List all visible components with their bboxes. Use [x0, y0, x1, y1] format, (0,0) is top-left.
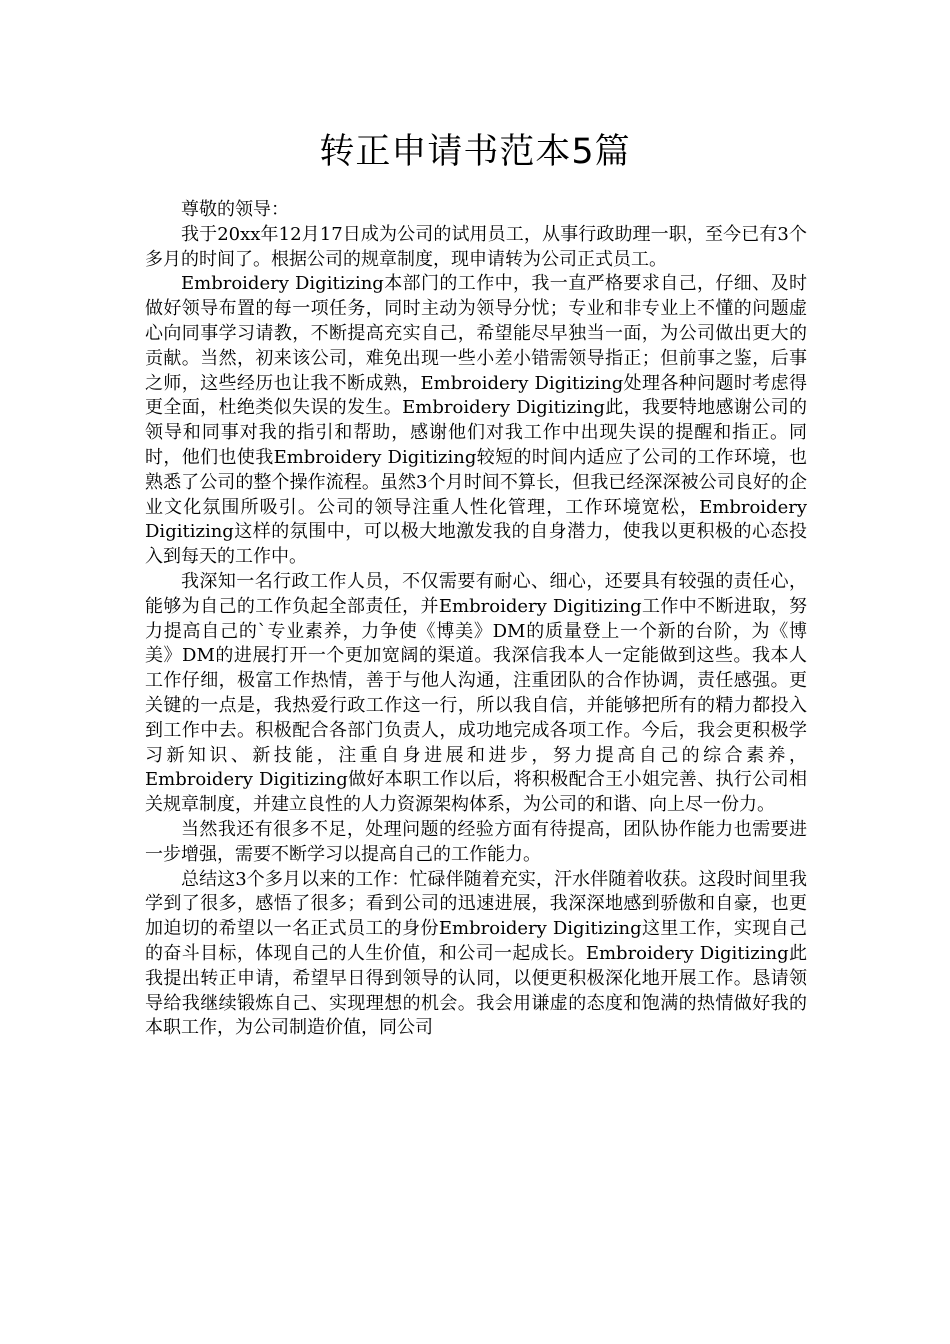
- salutation: 尊敬的领导：: [181, 199, 289, 220]
- document-body: [145, 198, 807, 1041]
- body-paragraph: 我深知一名行政工作人员，不仅需要有耐心、细心，还要具有较强的责任心，能够为自己的工作负起全部责任，并Embroidery Digitizing工作中不断进取，努力提高自己的`专业素养，力争使《博美》DM的质量登上一个新的台阶，为《博美》DM的进展打开一个更加宽阔的渠道。我深信我本人一定能做到这些。我本人工作仔细，极富工作热情，善于与他人沟通，注重团队的合作协调，责任感强。更关键的一点是，我热爱行政工作这一行，所以我自信，并能够把所有的精力都投入到工作中去。积极配合各部门负责人，成功地完成各项工作。今后，我会更积极学习新知识、新技能，注重自身进展和进步，努力提高自己的综合素养，Embroidery Digitizing做好本职工作以后，将积极配合王小姐完善、执行公司相关规章制度，并建立良性的人力资源架构体系，为公司的和谐、向上尽一份力。: [145, 570, 807, 816]
- body-paragraph: 当然我还有很多不足，处理问题的经验方面有待提高，团队协作能力也需要进一步增强，需要不断学习以提高自己的工作能力。: [145, 818, 807, 865]
- body-paragraph: 我于20xx年12月17日成为公司的试用员工，从事行政助理一职，至今已有3个多月的时间了。根据公司的规章制度，现申请转为公司正式员工。: [145, 223, 807, 270]
- document-title: 转正申请书范本5篇: [319, 132, 631, 172]
- body-paragraph: Embroidery Digitizing本部门的工作中，我一直严格要求自己，仔细、及时做好领导布置的每一项任务，同时主动为领导分忧；专业和非专业上不懂的问题虚心向同事学习请教，不断提高充实自己，希望能尽早独当一面，为公司做出更大的贡献。当然，初来该公司，难免出现一些小差小错需领导指正；但前事之鉴，后事之师，这些经历也让我不断成熟，Embroidery Digitizing处理各种问题时考虑得更全面，杜绝类似失误的发生。Embroidery Digitizing此，我要特地感谢公司的领导和同事对我的指引和帮助，感谢他们对我工作中出现失误的提醒和指正。同时，他们也使我Embroidery Digitizing较短的时间内适应了公司的工作环境，也熟悉了公司的整个操作流程。虽然3个月时间不算长，但我已经深深被公司良好的企业文化氛围所吸引。公司的领导注重人性化管理，工作环境宽松，Embroidery Digitizing这样的氛围中，可以极大地激发我的自身潜力，使我以更积极的心态投入到每天的工作中。: [145, 273, 807, 568]
- body-paragraph: 总结这3个多月以来的工作：忙碌伴随着充实，汗水伴随着收获。这段时间里我学到了很多，感悟了很多；看到公司的迅速进展，我深深地感到骄傲和自豪，也更加迫切的希望以一名正式员工的身份Embroidery Digitizing这里工作，实现自己的奋斗目标，体现自己的人生价值，和公司一起成长。Embroidery Digitizing此我提出转正申请，希望早日得到领导的认同，以便更积极深化地开展工作。恳请领导给我继续锻炼自己、实现理想的机会。我会用谦虚的态度和饱满的热情做好我的本职工作，为公司制造价值，同公司: [145, 868, 807, 1039]
